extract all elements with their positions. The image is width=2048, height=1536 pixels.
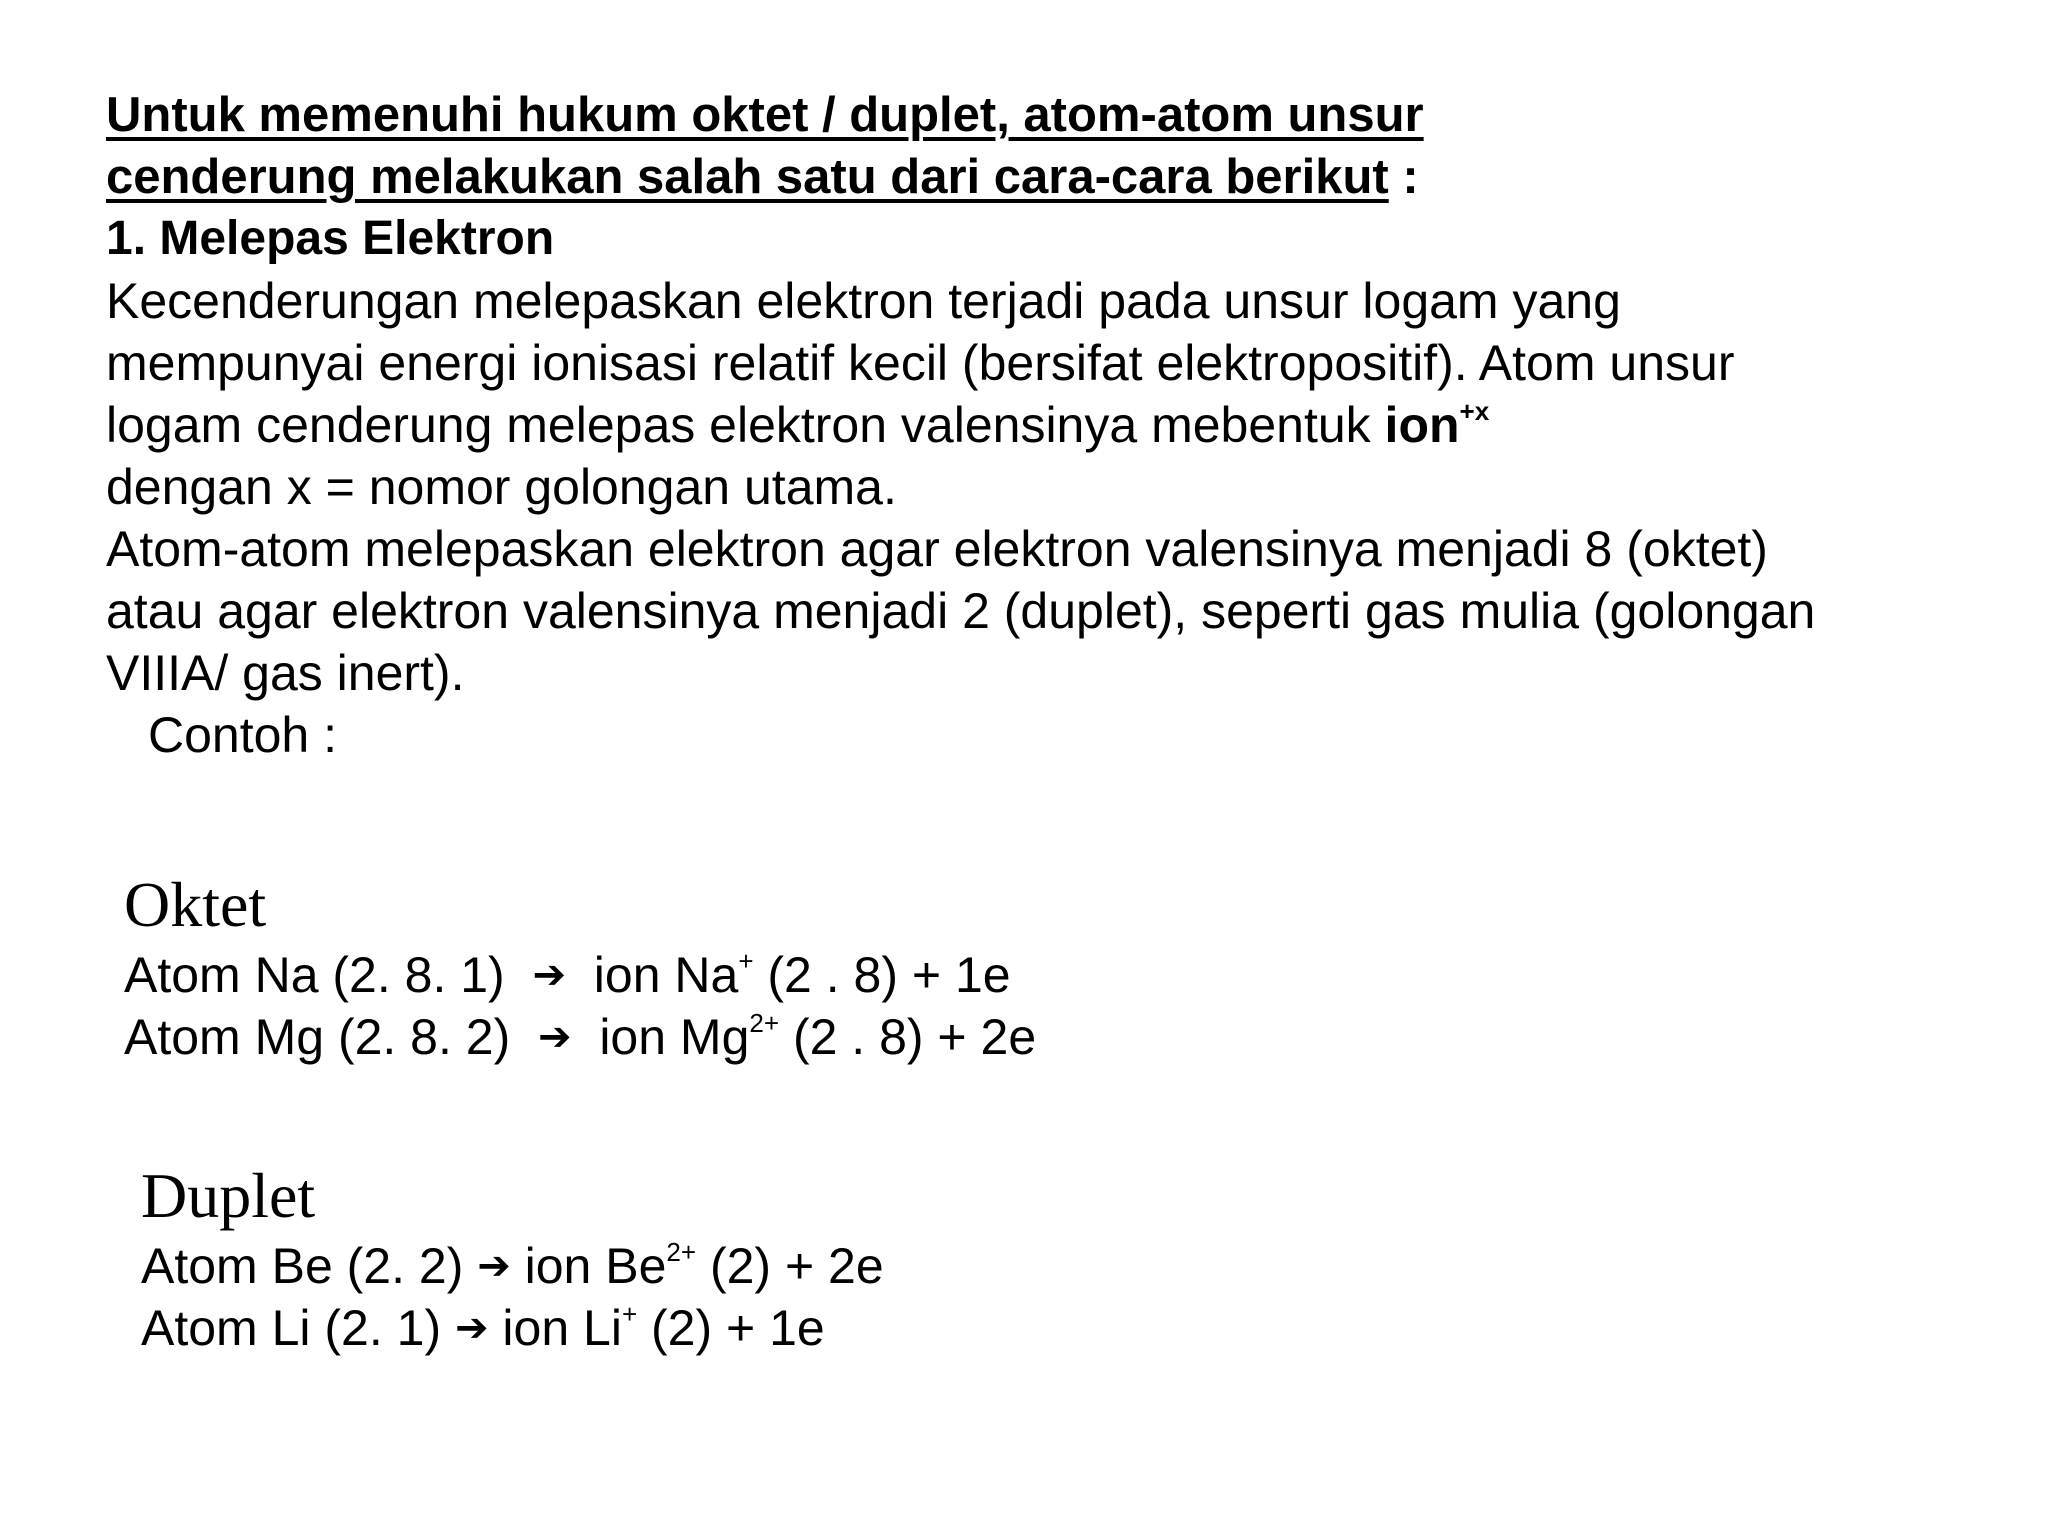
oktet-example-na	[124, 944, 1036, 1006]
paragraph1-line3-text: logam cenderung melepas elektron valensinya mebentuk	[106, 397, 1385, 453]
paragraph1-line1: Kecenderungan melepaskan elektron terjadi pada unsur logam yang	[106, 273, 1621, 329]
arrow-right-icon: ➔	[477, 1243, 511, 1289]
heading-text-2: cenderung melakukan salah satu dari cara-cara berikut	[106, 150, 1389, 204]
equation-left: Atom Be (2. 2)	[141, 1238, 478, 1294]
paragraph2-line2: atau agar elektron valensinya menjadi 2 (duplet), seperti gas mulia (golongan	[106, 583, 1816, 639]
arrow-right-icon: ➔	[455, 1305, 489, 1351]
example-label: Contoh :	[148, 707, 338, 763]
oktet-example-mg	[124, 1006, 1036, 1068]
equation-tail: (2 . 8) + 2e	[779, 1009, 1037, 1065]
paragraph1-line3	[106, 394, 1986, 456]
duplet-title: Duplet	[141, 1160, 316, 1231]
oktet-section	[124, 870, 1036, 1068]
heading-line-2	[106, 146, 1986, 208]
equation-right: ion Mg	[571, 1009, 750, 1065]
equation-left: Atom Li (2. 1)	[141, 1300, 455, 1356]
charge-superscript: +	[621, 1299, 638, 1329]
main-text-block	[106, 84, 1986, 766]
ion-term: ion	[1384, 397, 1460, 453]
charge-superscript: 2+	[749, 1008, 780, 1038]
equation-tail: (2 . 8) + 1e	[753, 947, 1011, 1003]
equation-left: Atom Na (2. 8. 1)	[124, 947, 533, 1003]
equation-tail: (2) + 2e	[696, 1238, 884, 1294]
charge-superscript: +	[738, 946, 754, 976]
arrow-right-icon: ➔	[538, 1014, 572, 1060]
duplet-example-be	[141, 1235, 884, 1297]
oktet-title: Oktet	[124, 869, 267, 940]
ion-charge-superscript: +x	[1459, 396, 1490, 426]
arrow-right-icon: ➔	[532, 952, 566, 998]
paragraph2-line3: VIIIA/ gas inert).	[106, 645, 465, 701]
equation-tail: (2) + 1e	[637, 1300, 825, 1356]
equation-right: ion Li	[488, 1300, 622, 1356]
subheading: 1. Melepas Elektron	[106, 212, 555, 265]
duplet-example-li	[141, 1297, 884, 1359]
paragraph1-line2: mempunyai energi ionisasi relatif kecil (bersifat elektropositif). Atom unsur	[106, 335, 1735, 391]
equation-right: ion Na	[566, 947, 739, 1003]
equation-right: ion Be	[510, 1238, 667, 1294]
charge-superscript: 2+	[666, 1237, 697, 1267]
heading-line-1	[106, 84, 1986, 146]
heading-text-1: Untuk memenuhi hukum oktet / duplet, atom-atom unsur	[106, 88, 1424, 142]
heading-colon: :	[1388, 150, 1419, 204]
paragraph1-line4: dengan x = nomor golongan utama.	[106, 459, 897, 515]
duplet-section	[141, 1161, 884, 1359]
equation-left: Atom Mg (2. 8. 2)	[124, 1009, 539, 1065]
paragraph2-line1: Atom-atom melepaskan elektron agar elektron valensinya menjadi 8 (oktet)	[106, 521, 1768, 577]
